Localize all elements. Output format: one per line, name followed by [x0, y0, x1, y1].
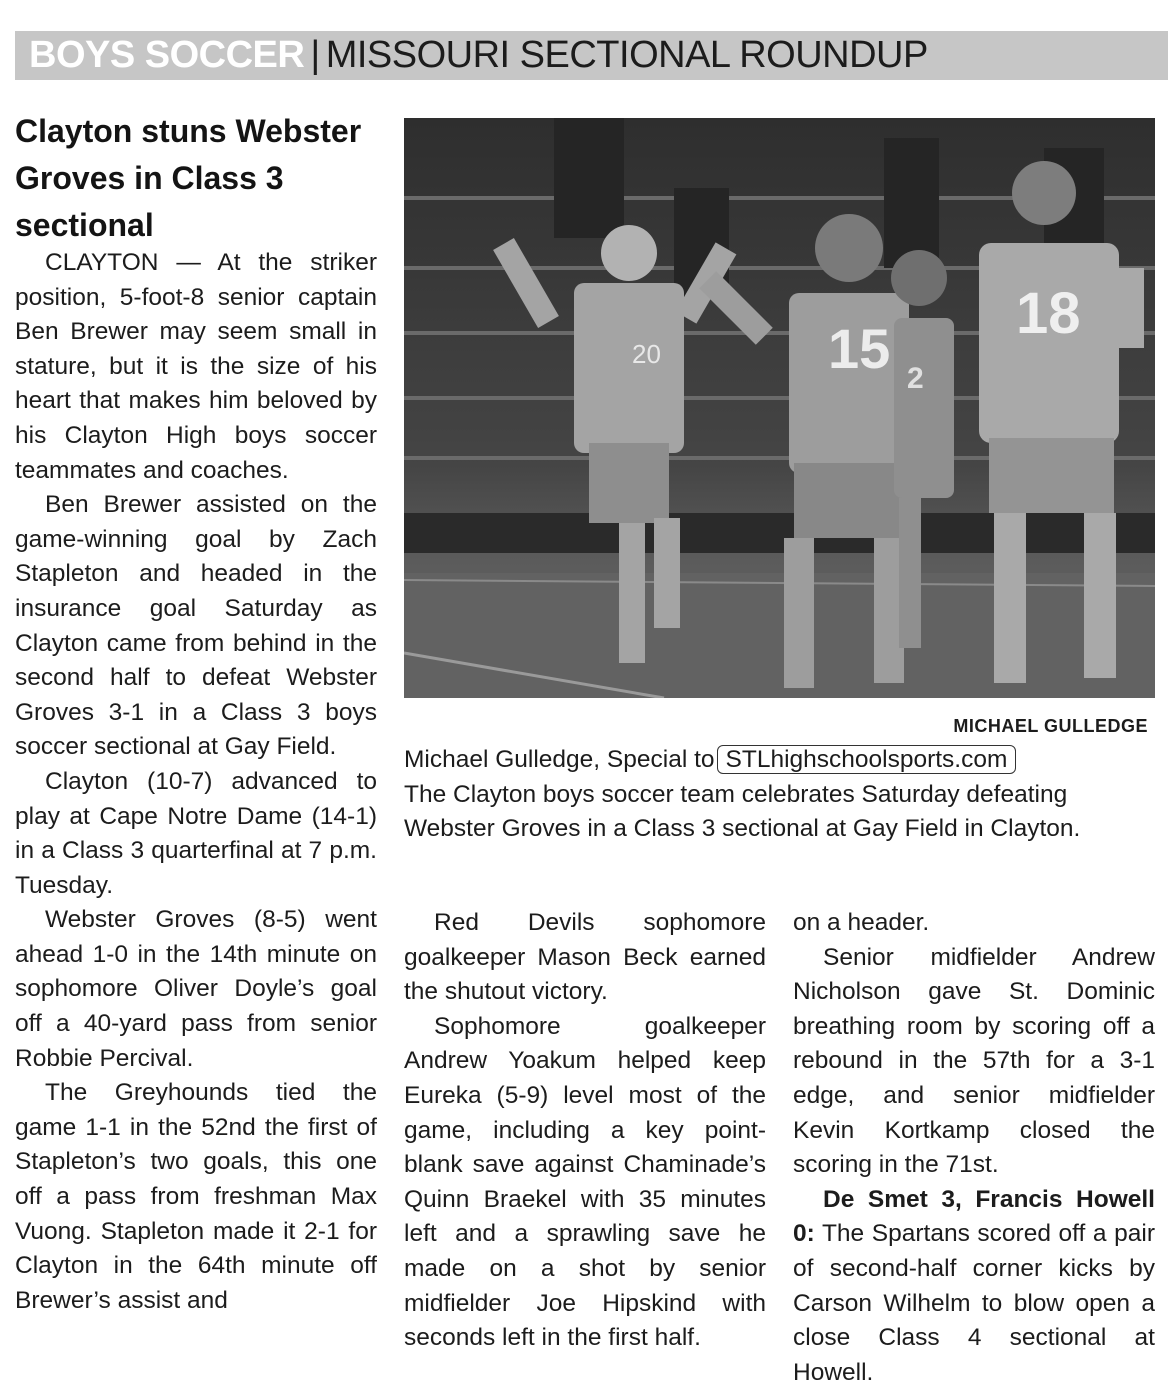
- section-banner: [15, 31, 1168, 80]
- caption-byline: Michael Gulledge, Special to: [404, 746, 715, 773]
- jersey-number: 20: [632, 339, 661, 369]
- banner-title: MISSOURI SECTIONAL ROUNDUP: [325, 34, 928, 76]
- paragraph: Clayton (10-7) advanced to play at Cape Notre Dame (14-1) in a Class 3 quarterfinal at 7 p.m. Tuesday.: [15, 767, 377, 899]
- photo-caption: [404, 743, 1154, 847]
- paragraph: Webster Groves (8-5) went ahead 1-0 in the 14th minute on sophomore Oliver Doyle’s goal off a 40-yard pass from senior Robbie Percival.: [15, 906, 377, 1072]
- game-result-paragraph: [793, 1183, 1155, 1385]
- article-column-1: [15, 246, 377, 1385]
- site-link[interactable]: STLhighschoolsports.com: [717, 745, 1017, 774]
- paragraph: Senior midfielder Andrew Nicholson gave St. Dominic breathing room by scoring off a rebound in the 57th for a 3-1 edge, and senior midfielder Kevin Kortkamp closed the scoring in the 71st.: [793, 943, 1155, 1179]
- paragraph: Ben Brewer assisted on the game-winning goal by Zach Stapleton and headed in the insurance goal Saturday as Clayton came from behind in the second half to defeat Webster Groves 3-1 in a Class 3 boys soccer sectional at Gay Field.: [15, 491, 377, 761]
- paragraph-continuation: on a header.: [793, 909, 930, 936]
- paragraph: Red Devils sophomore goalkeeper Mason Beck earned the shutout victory.: [404, 909, 766, 1006]
- banner-kicker: BOYS SOCCER: [29, 34, 305, 76]
- article-column-3: [793, 906, 1155, 1385]
- paragraph: The Greyhounds tied the game 1-1 in the 52nd the first of Stapleton’s two goals, this one off a pass from freshman Max Vuong. Stapleton made it 2-1 for Clayton in the 64th minute off Brewer’s assist and: [15, 1079, 377, 1314]
- paragraph: CLAYTON — At the striker position, 5-foot-8 senior captain Ben Brewer may seem small in stature, but it is the size of his heart that makes him beloved by his Clayton High boys soccer teammates and coaches.: [15, 249, 377, 484]
- paragraph: Sophomore goalkeeper Andrew Yoakum helped keep Eureka (5-9) level most of the game, including a key point-blank save against Chaminade’s Quinn Braekel with 35 minutes left and a sprawling save he made on a shot by senior midfielder Joe Hipskind with seconds left in the first half.: [404, 1012, 766, 1352]
- photo-credit: MICHAEL GULLEDGE: [953, 716, 1148, 736]
- article-headline: Clayton stuns Webster Groves in Class 3 sectional: [15, 113, 362, 243]
- team-celebration-photo: [404, 118, 1155, 698]
- jersey-number: 18: [1016, 281, 1081, 346]
- article-column-2: [404, 906, 766, 1385]
- caption-text: The Clayton boys soccer team celebrates Saturday defeating Webster Groves in a Class 3 sectional at Gay Field in Clayton.: [404, 780, 1081, 843]
- game-result-lead: De Smet 3, Francis Howell 0:: [793, 1185, 1155, 1248]
- jersey-number: 2: [907, 362, 924, 395]
- banner-separator: |: [310, 34, 320, 76]
- jersey-number: 15: [828, 317, 891, 380]
- game-result-text: The Spartans scored off a pair of second-half corner kicks by Carson Wilhelm to blow open a close Class 4 sectional at Howell.: [793, 1220, 1155, 1385]
